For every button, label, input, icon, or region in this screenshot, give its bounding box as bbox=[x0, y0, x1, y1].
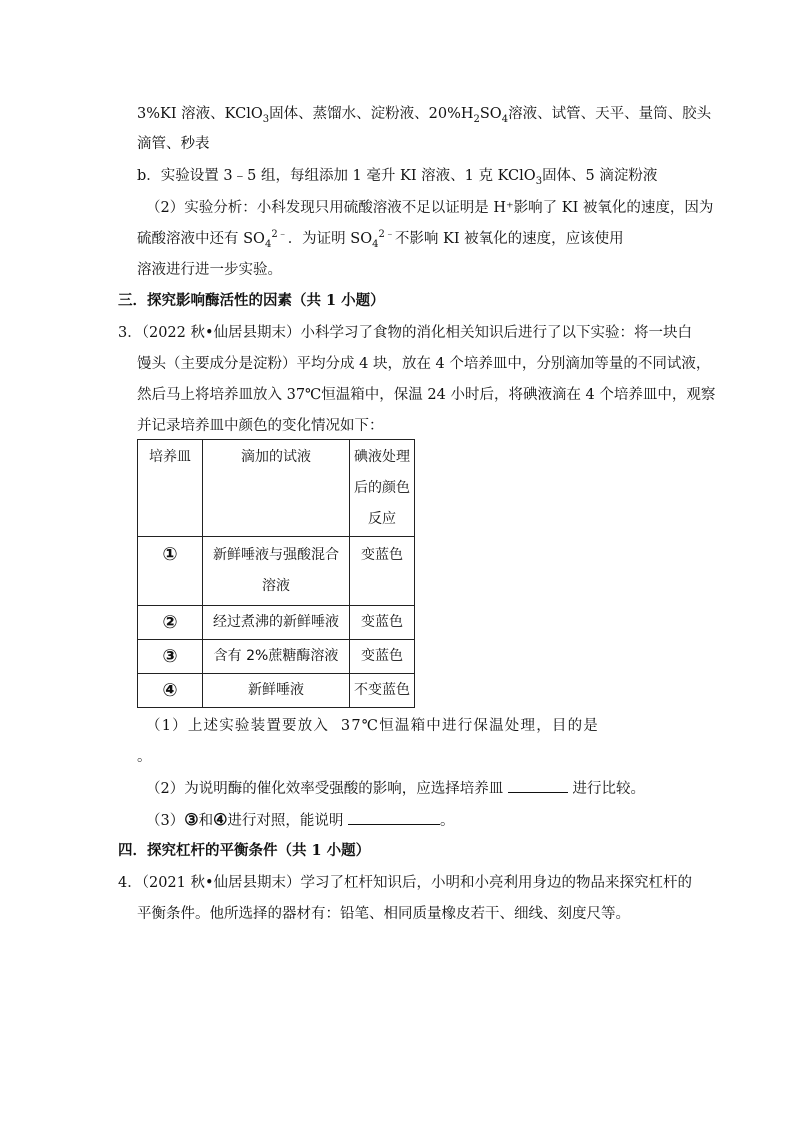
superscript: 2﹣ bbox=[271, 229, 288, 241]
table-row bbox=[138, 640, 415, 674]
analysis-line-1: （2）实验分析：小科发现只用硫酸溶液不足以证明是 H⁺影响了 KI 被氧化的速度，因为 bbox=[146, 200, 714, 216]
materials-line-1 bbox=[137, 104, 711, 124]
sub2-text: （2）为说明酶的催化效率受强酸的影响，应选择培养皿 bbox=[146, 781, 504, 797]
subscript: 4 bbox=[372, 238, 379, 250]
answer-blank-2[interactable] bbox=[508, 778, 568, 793]
q3-line-1: 3．（2022 秋•仙居县期末）小科学习了食物的消化相关知识后进行了以下实验：将一块白 bbox=[118, 325, 693, 341]
materials-text: 溶液、试管、天平、量筒、胶头 bbox=[508, 106, 712, 122]
color-cell: 不变蓝色 bbox=[350, 674, 415, 708]
circled-three: ③ bbox=[184, 810, 199, 829]
materials-text: SO bbox=[479, 106, 502, 122]
subscript: 3 bbox=[262, 113, 270, 125]
materials-line-2: 滴管、秒表 bbox=[137, 136, 210, 152]
step-b-text: 固体、5 滴淀粉液 bbox=[542, 168, 658, 184]
subscript: 4 bbox=[501, 113, 509, 125]
q4-line-1: 4．（2021 秋•仙居县期末）学习了杠杆知识后，小明和小亮利用身边的物品来探究杠杆的 bbox=[118, 875, 693, 891]
table-header-row bbox=[138, 440, 415, 537]
analysis-text: 硫酸溶液中还有 SO bbox=[137, 231, 265, 247]
subscript: 2 bbox=[473, 113, 480, 125]
dish-number: ② bbox=[138, 606, 203, 640]
q3-line-4: 并记录培养皿中颜色的变化情况如下： bbox=[137, 418, 384, 434]
analysis-line-2 bbox=[137, 229, 624, 249]
analysis-text: 不影响 KI 被氧化的速度，应该使用 bbox=[394, 231, 624, 247]
answer-blank-3[interactable] bbox=[348, 810, 440, 825]
q3-line-2: 馒头（主要成分是淀粉）平均分成 4 块，放在 4 个培养皿中，分别滴加等量的不同试液， bbox=[137, 356, 711, 372]
reagent-cell: 新鲜唾液与强酸混合溶液 bbox=[203, 537, 350, 606]
header-reagent: 滴加的试液 bbox=[203, 440, 350, 537]
q4-line-2: 平衡条件。他所选择的器材有：铅笔、相同质量橡皮若干、细线、刻度尺等。 bbox=[137, 906, 630, 922]
materials-text: 固体、蒸馏水、淀粉液、20%H bbox=[269, 106, 474, 122]
color-cell: 变蓝色 bbox=[350, 537, 415, 606]
sub3-text: 和 bbox=[198, 813, 214, 829]
q3-sub3 bbox=[146, 810, 455, 831]
analysis-line-3: 溶液进行进一步实验。 bbox=[137, 262, 282, 278]
sub2-text: 进行比较。 bbox=[572, 781, 645, 797]
dish-number: ① bbox=[138, 537, 203, 606]
experiment-table bbox=[137, 439, 415, 708]
reagent-cell: 含有 2%蔗糖酶溶液 bbox=[203, 640, 350, 674]
section-3-heading: 三．探究影响酶活性的因素（共 1 小题） bbox=[118, 292, 385, 309]
q3-line-3: 然后马上将培养皿放入 37℃恒温箱中，保温 24 小时后，将碘液滴在 4 个培养皿中，观察 bbox=[137, 387, 716, 403]
step-b-text: b．实验设置 3﹣5 组，每组添加 1 毫升 KI 溶液、1 克 KClO bbox=[137, 168, 536, 184]
q3-sub2 bbox=[146, 778, 645, 799]
materials-text: 3%KI 溶液、KClO bbox=[137, 106, 263, 122]
section-4-heading: 四．探究杠杆的平衡条件（共 1 小题） bbox=[118, 842, 371, 859]
sub3-text: 进行对照，能说明 bbox=[227, 813, 344, 829]
sub3-text: （3） bbox=[146, 813, 185, 829]
header-dish: 培养皿 bbox=[138, 440, 203, 537]
header-color: 碘液处理后的颜色反应 bbox=[350, 440, 415, 537]
table-row bbox=[138, 606, 415, 640]
sub3-text: 。 bbox=[440, 813, 455, 829]
subscript: 4 bbox=[264, 238, 272, 250]
reagent-cell: 经过煮沸的新鲜唾液 bbox=[203, 606, 350, 640]
analysis-text: ．为证明 SO bbox=[287, 231, 373, 247]
dish-number: ④ bbox=[138, 674, 203, 708]
subscript: 3 bbox=[535, 175, 543, 187]
reagent-cell: 新鲜唾液 bbox=[203, 674, 350, 708]
table-row bbox=[138, 674, 415, 708]
q3-sub1-line-1: （1）上述实验装置要放入 37℃恒温箱中进行保温处理，目的是 bbox=[146, 718, 600, 734]
q3-sub1-line-2: 。 bbox=[137, 749, 152, 765]
color-cell: 变蓝色 bbox=[350, 640, 415, 674]
dish-number: ③ bbox=[138, 640, 203, 674]
color-cell: 变蓝色 bbox=[350, 606, 415, 640]
superscript: 2﹣ bbox=[378, 229, 395, 241]
table-row bbox=[138, 537, 415, 606]
step-b bbox=[137, 166, 657, 186]
circled-four: ④ bbox=[213, 810, 228, 829]
